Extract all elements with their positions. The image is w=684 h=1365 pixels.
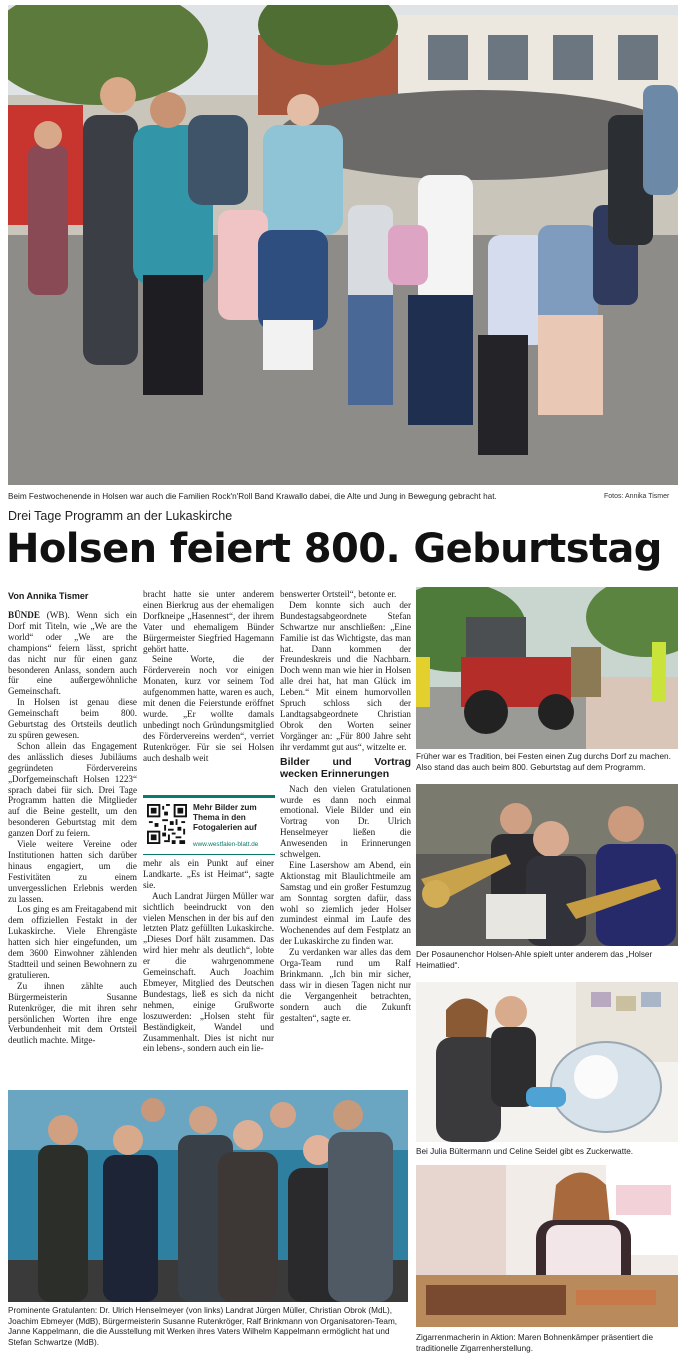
article-column-2-top	[143, 589, 274, 764]
paragraph: bracht hatte sie unter anderem einen Bierkrug aus der ehemaligen Dorfkneipe „Hasennest“, der ihrem Vater und ehemaligem Bünder Bürgermeister Siegfried Hagemann gehört hatte.	[143, 589, 274, 654]
paragraph: Zu ihnen zählte auch Bürgermeisterin Susanne Rutenkröger, die mit ihren sehr persönlichen Worten ihre enge Verbundenheit mit dem Ortsteil deutlich machte. Mitge-	[8, 980, 137, 1046]
promo-text: Mehr Bilder zum Thema in den Fotogalerien auf	[193, 803, 257, 832]
photo-group-caption: Prominente Gratulanten: Dr. Ulrich Henselmeyer (von links) Landrat Jürgen Müller, Christian Obrok (MdL), Joachim Ebmeyer (MdB), Bürgermeisterin Susanne Rutenkröger, Ralf Brinkmann von Organisatoren-Team, Janne Kappelmann, die die Ausstellung mit Werken ihres Vaters Wilhelm Kappelmann ermöglicht hat und Stefan Schwartze (MdB).	[8, 1306, 398, 1347]
article-headline: Holsen feiert 800. Geburtstag	[6, 526, 662, 572]
photo-gallery-promo[interactable]	[143, 795, 275, 855]
paragraph: Seine Worte, die der Förderverein noch vor einigen Monaten, kurz vor seinem Tod aufgenommen hatte, waren es auch, mit denen die Feierstunde eröffnet wurde. „Er wollte damals unbedingt noch Gründungsmitglied des Fördervereins werden“, verriet Rutenkröger. Für sie sei Holsen auch deshalb weit	[143, 654, 274, 763]
article-column-3	[280, 589, 411, 1024]
dateline: BÜNDE	[8, 610, 40, 620]
paragraph: Los ging es am Freitagabend mit dem offiziellen Festakt in der Lukaskirche. Viele Ehrengäste hatten sich hier eingefunden, um dem 3600 Einwohner zählenden Stadtteil und seinen Bewohnern zu gratulieren.	[8, 904, 137, 980]
photo-cotton-candy-caption: Bei Julia Bültermann und Celine Seidel gibt es Zuckerwatte.	[416, 1147, 634, 1156]
photo-dancing-caption: Beim Festwochenende in Holsen war auch die Familien Rock'n'Roll Band Krawallo dabei, die Alte und Jung in Bewegung gebracht hat.	[8, 492, 497, 501]
article-lead	[8, 610, 137, 697]
paragraph: Eine Lasershow am Abend, ein Aktionstag mit Blaulichtmeile am Samstag und ein großer Festumzug am Sonntag sorgten dafür, dass wohl so ziemlich jeder Holser zumindest einmal im Laufe des Wochenendes auf dem Festplatz an der Lukaskirche zu finden war.	[280, 859, 411, 947]
promo-link[interactable]: www.westfalen-blatt.de	[193, 841, 259, 848]
article-subheading: Bilder und Vortrag wecken Erinnerungen	[280, 755, 411, 781]
photo-group-guests	[8, 1090, 408, 1302]
article-column-1	[8, 610, 137, 1046]
paragraph: Zu verdanken war alles das dem Orga-Team rund um Ralf Brinkmann. „Ich bin mir sicher, dass wir in diesen Tagen nicht nur die Vergangenheit betrachten, sondern auch die Zukunft gestalten“, sagte er.	[280, 947, 411, 1023]
paragraph: Schon allein das Engagement des anlässlich dieses Jubiläums gegründeten Fördervereins „Dorfgemeinschaft Holsen 1223“ sprach dabei für sich. Drei Tage Programm hatten die Mitglieder auf die Beine gestellt, um den besonderen Geburtstag mit dem ganzen Dorf zu feiern.	[8, 740, 137, 839]
paragraph: Auch Landrat Jürgen Müller war sichtlich beeindruckt von den vielen Menschen in der bis auf den letzten Platz gefüllten Lukaskirche. „Dieses Dorf hält zusammen. Das wird hier mehr als deutlich“, lobte er die wahrgenommene Gemeinschaft. Auch Joachim Ebmeyer, Mitglied des Deutschen Bundestags, ließ es sich da nicht nehmen, einige Grußworte loszuwerden: „Holsen steht für Beständigkeit, Wandel und Zusammenhalt. Dies ist nicht nur ein lebens-, sondern auch ein lie-	[143, 890, 274, 1054]
photo-dancing-crowd	[8, 5, 678, 485]
article-column-2-bottom	[143, 858, 274, 1054]
paragraph: Viele weitere Vereine oder Institutionen hatten sich darüber hinaus engagiert, um die Festivitäten zu einem unvergesslichen Erlebnis werden zu lassen.	[8, 839, 137, 904]
paragraph: Dem konnte sich auch der Bundestagsabgeordnete Stefan Schwartze nur anschließen: „Eine Familie ist das Wichtigste, das man hat. Dann kommen der Freundeskreis und die Nachbarn. Doch wenn man wie hier in Holsen alle drei hat, hat man Glück im Leben.“ Mit einem humorvollen Spruch schloss sich der Landtagsabgeordnete Christian Obrok den Worten seiner Vorgänger an: „Für 800 Jahre seht ihr verdammt gut aus“, witzelte er.	[280, 599, 411, 752]
paragraph: In Holsen ist genau diese Gemeinschaft beim 800. Geburtstag des Ortsteils deutlich zu spüren gewesen.	[8, 697, 137, 740]
agency: (WB).	[39, 610, 70, 620]
paragraph: Wenn sich ein Dorf mit Titeln, wie „We are the world“ oder „We are the champions“ feiern lässt, spricht das nicht nur für einen ganz besonderen Anlass, sondern auch für eine außergewöhnliche Gemeinschaft.	[8, 610, 137, 697]
article-kicker: Drei Tage Programm an der Lukaskirche	[8, 509, 233, 523]
photo-tractor-parade	[416, 587, 678, 749]
paragraph: Nach den vielen Gratulationen wurde es dann noch einmal emotional. Viele Bilder und ein Vortrag von Dr. Ulrich Henselmeyer ließen die Anwesenden in Erinnerungen schwelgen.	[280, 783, 411, 860]
photo-credit: Fotos: Annika Tismer	[604, 493, 670, 500]
qr-code-icon[interactable]	[147, 804, 187, 844]
photo-tractor-caption: Früher war es Tradition, bei Festen einen Zug durchs Dorf zu machen. Also stand das auch beim 800. Geburtstag auf dem Programm.	[416, 752, 671, 772]
photo-brass-caption: Der Posaunenchor Holsen-Ahle spielt unter anderem das „Holser Heimatlied“.	[416, 950, 653, 970]
photo-cigar-maker	[416, 1165, 678, 1327]
photo-cotton-candy	[416, 982, 678, 1142]
article-author: Von Annika Tismer	[8, 591, 89, 601]
paragraph: mehr als ein Punkt auf einer Landkarte. „Es ist Heimat“, sagte sie.	[143, 858, 274, 890]
photo-cigar-caption: Zigarrenmacherin in Aktion: Maren Bohnenkämper präsentiert die traditionelle Zigarrenherstellung.	[416, 1333, 654, 1353]
paragraph: benswerter Ortsteil“, betonte er.	[280, 589, 397, 599]
photo-brass-band	[416, 784, 678, 946]
